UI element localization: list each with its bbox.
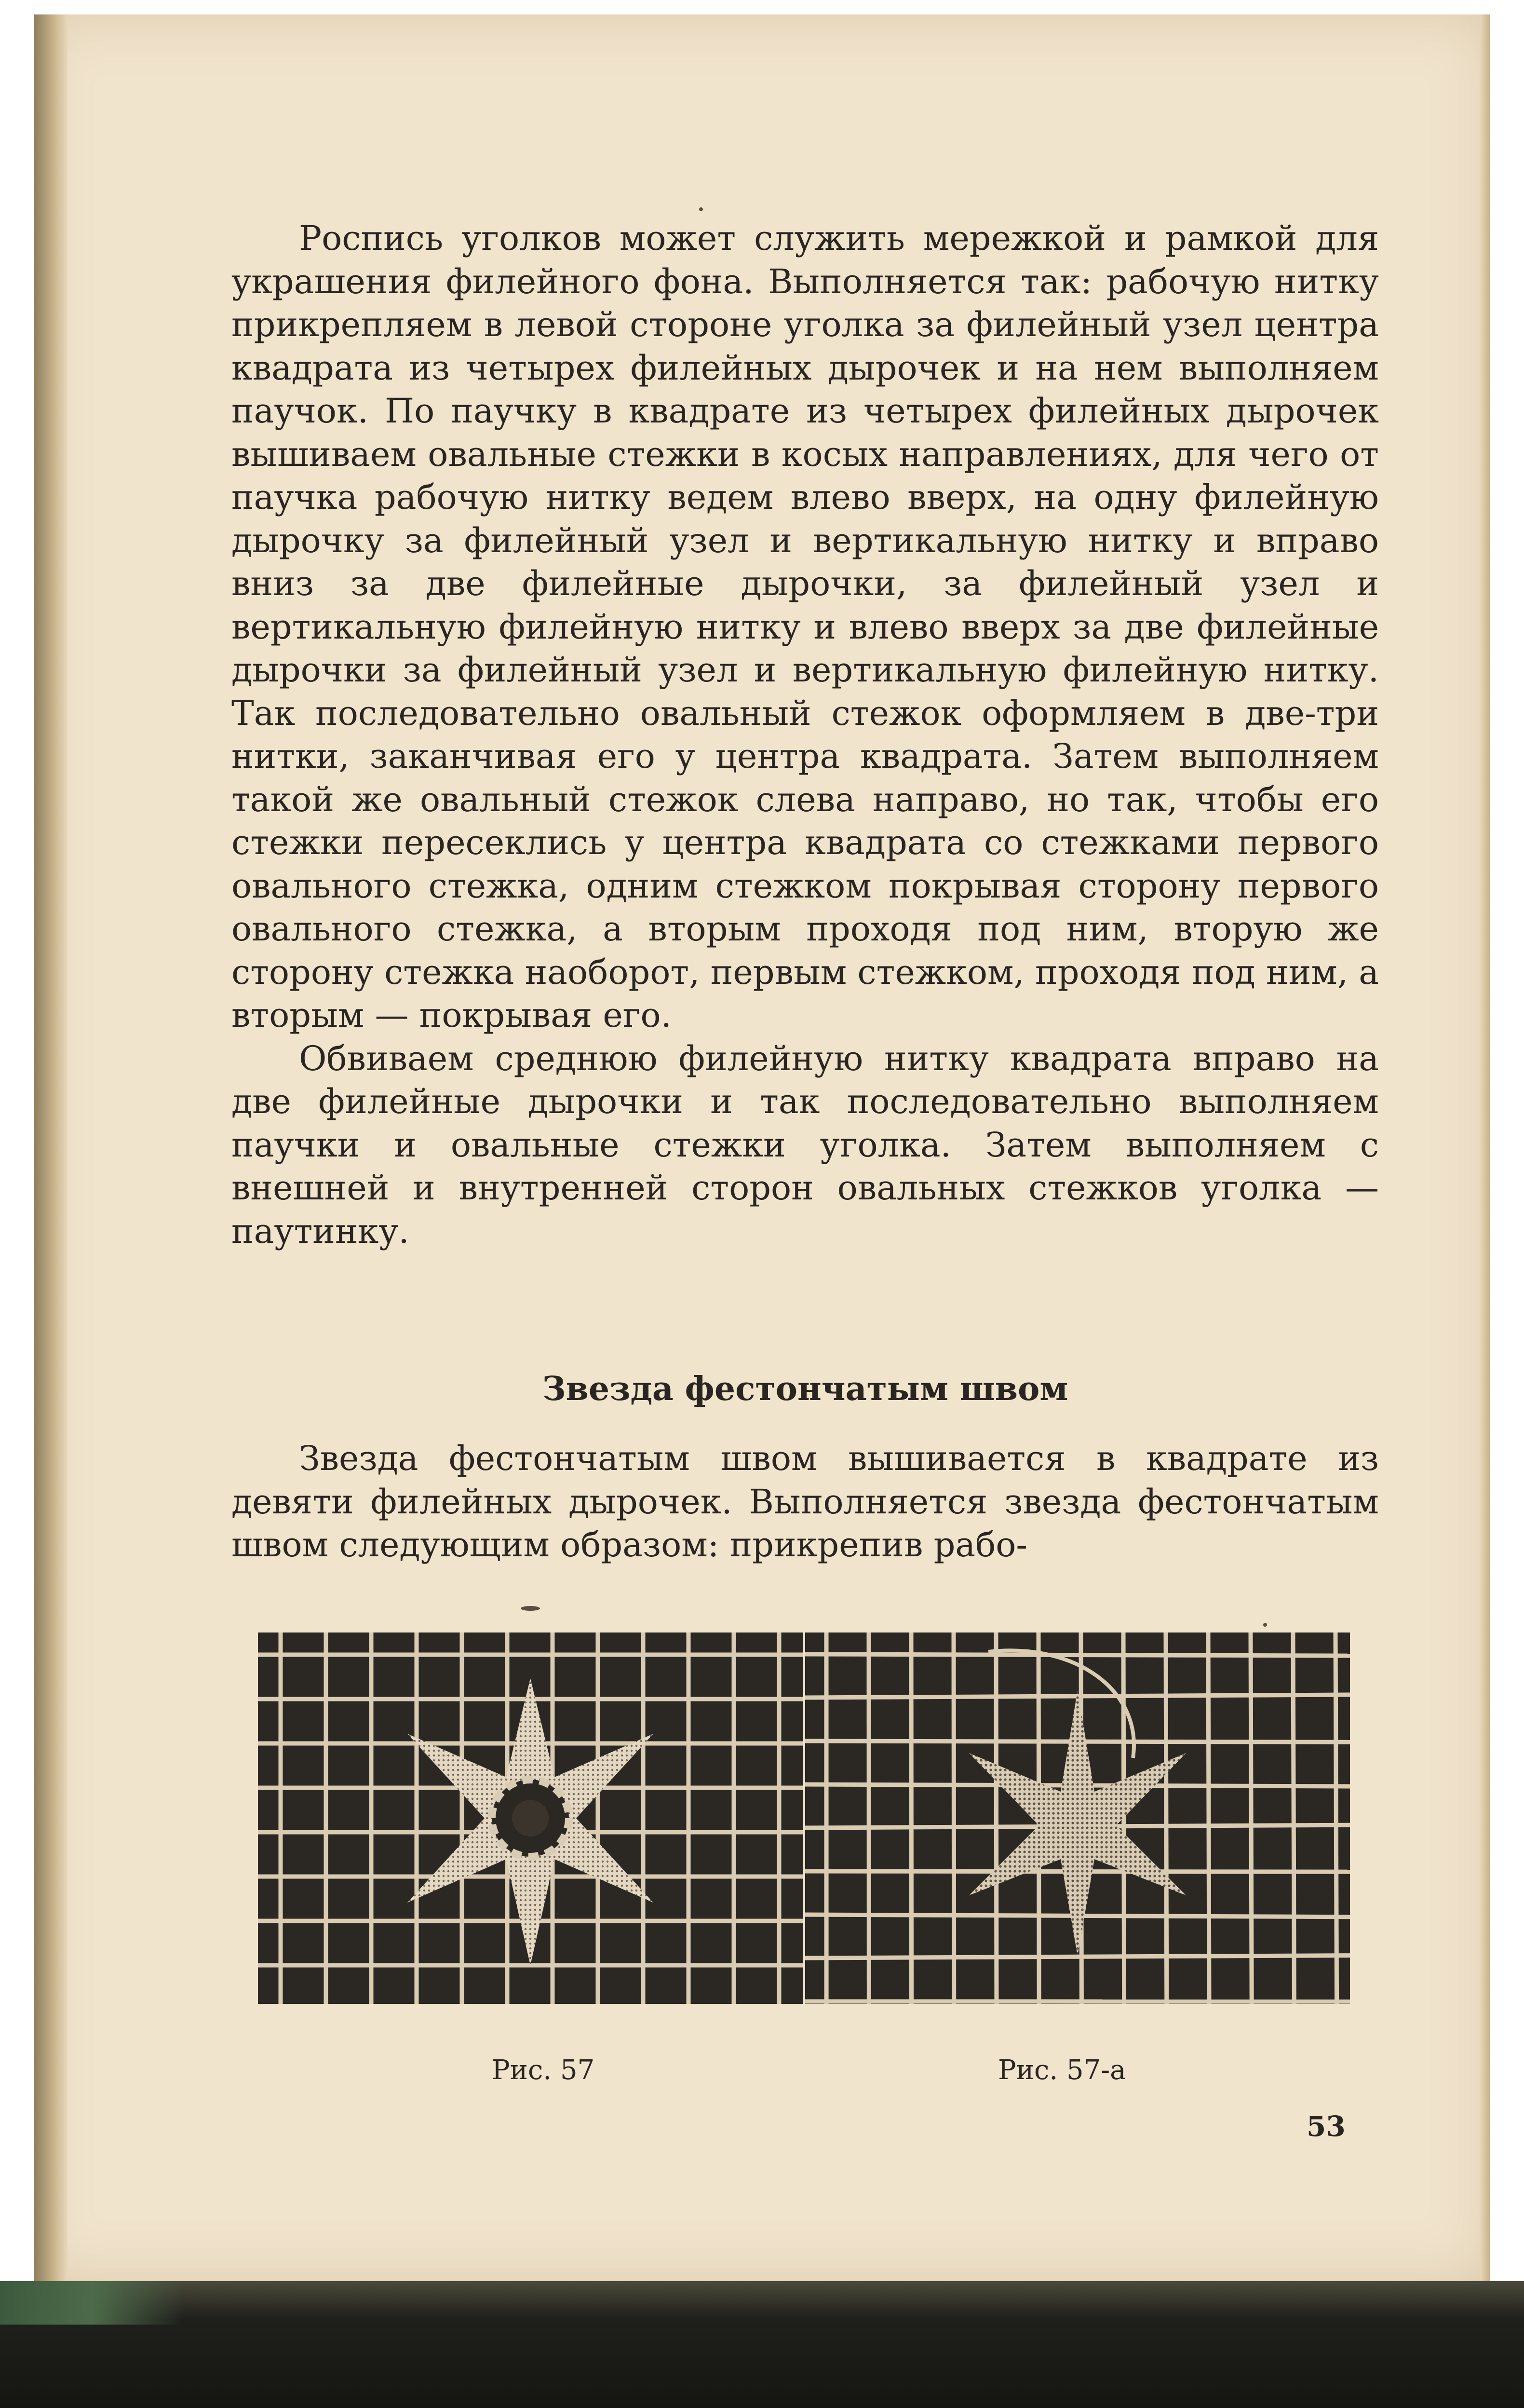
- grid-line-vertical: [1208, 1633, 1209, 2004]
- cover-green-edge: [0, 2281, 183, 2325]
- paper-speck: [699, 207, 703, 211]
- figure-57-photo: [258, 1633, 803, 2004]
- grid-line-vertical: [1335, 1633, 1337, 2004]
- paper-speck: [1263, 1623, 1267, 1627]
- caption-fig-57a: Рис. 57-а: [998, 2054, 1126, 2086]
- grid-line-vertical: [1166, 1633, 1167, 2004]
- paper-speck: [521, 1606, 540, 1611]
- grid-line-vertical: [996, 1633, 997, 2004]
- spine-shadow: [34, 14, 67, 2281]
- embroidery-figure: [258, 1633, 1350, 2004]
- paragraph-1: Роспись уголков может служить мережкой и рамкой для украшения филейного фона. Выполняется так: рабочую нитку прикрепляем в левой стороне уголка за филейный узел центра квадрата из четырех филейных дырочек и на нем выполняем паучок. По паучку в квадрате из четырех филейных дырочек вышиваем овальные стежки в косых направлениях, для чего от паучка рабочую нитку ведем влево вверх, на одну филейную дырочку за филейный узел и вертикальную нитку и вправо вниз за две филейные дырочки, за филейный узел и вертикальную филейную нитку и влево вверх за две филейные дырочки за филейный узел и вертикальную филейную нитку. Так последовательно овальный стежок оформляем в две-три нитки, заканчивая его у центра квадрата. Затем выполняем такой же овальный стежок слева направо, но так, чтобы его стежки пересеклись у центра квадрата со стежками первого овального стежка, одним стежком покрывая сторону первого овального стежка, а вторым проходя под ним, вторую же сторону стежка наоборот, первым стежком, проходя под ним, а вторым — покрывая его.: [231, 218, 1379, 1035]
- body-text-top: [231, 217, 1379, 1253]
- grid-line-vertical: [1293, 1633, 1294, 2004]
- grid-line-horizontal: [805, 1956, 1350, 1958]
- page-number: 53: [1307, 2110, 1346, 2143]
- book-cover-edge: [0, 2281, 1524, 2408]
- star-57-hub: [512, 1800, 549, 1837]
- paragraph-2: Обвиваем среднюю филейную нитку квадрата вправо на две филейные дырочки и так последовательно выполняем паучки и овальные стежки уголка. Затем выполняем с внешней и внутренней сторон овальных стежков уголка — паутинку.: [231, 1038, 1379, 1251]
- grid-line-vertical: [911, 1633, 912, 2004]
- grid-line-horizontal: [805, 1654, 1350, 1656]
- figure-57a-photo: [805, 1633, 1350, 2004]
- grid-line-vertical: [1123, 1633, 1124, 2004]
- grid-line-vertical: [1251, 1633, 1252, 2004]
- section-heading: Звезда фестончатым швом: [542, 1370, 1068, 1408]
- body-text-bottom: [231, 1437, 1379, 1567]
- page-edge: [1480, 14, 1490, 2281]
- page-sheet: [34, 14, 1490, 2281]
- paragraph-3: Звезда фестончатым швом вышивается в квадрате из девяти филейных дырочек. Выполняется звезда фестончатым швом следующим образом: прикрепив рабо-: [231, 1439, 1379, 1565]
- caption-fig-57: Рис. 57: [492, 2054, 595, 2086]
